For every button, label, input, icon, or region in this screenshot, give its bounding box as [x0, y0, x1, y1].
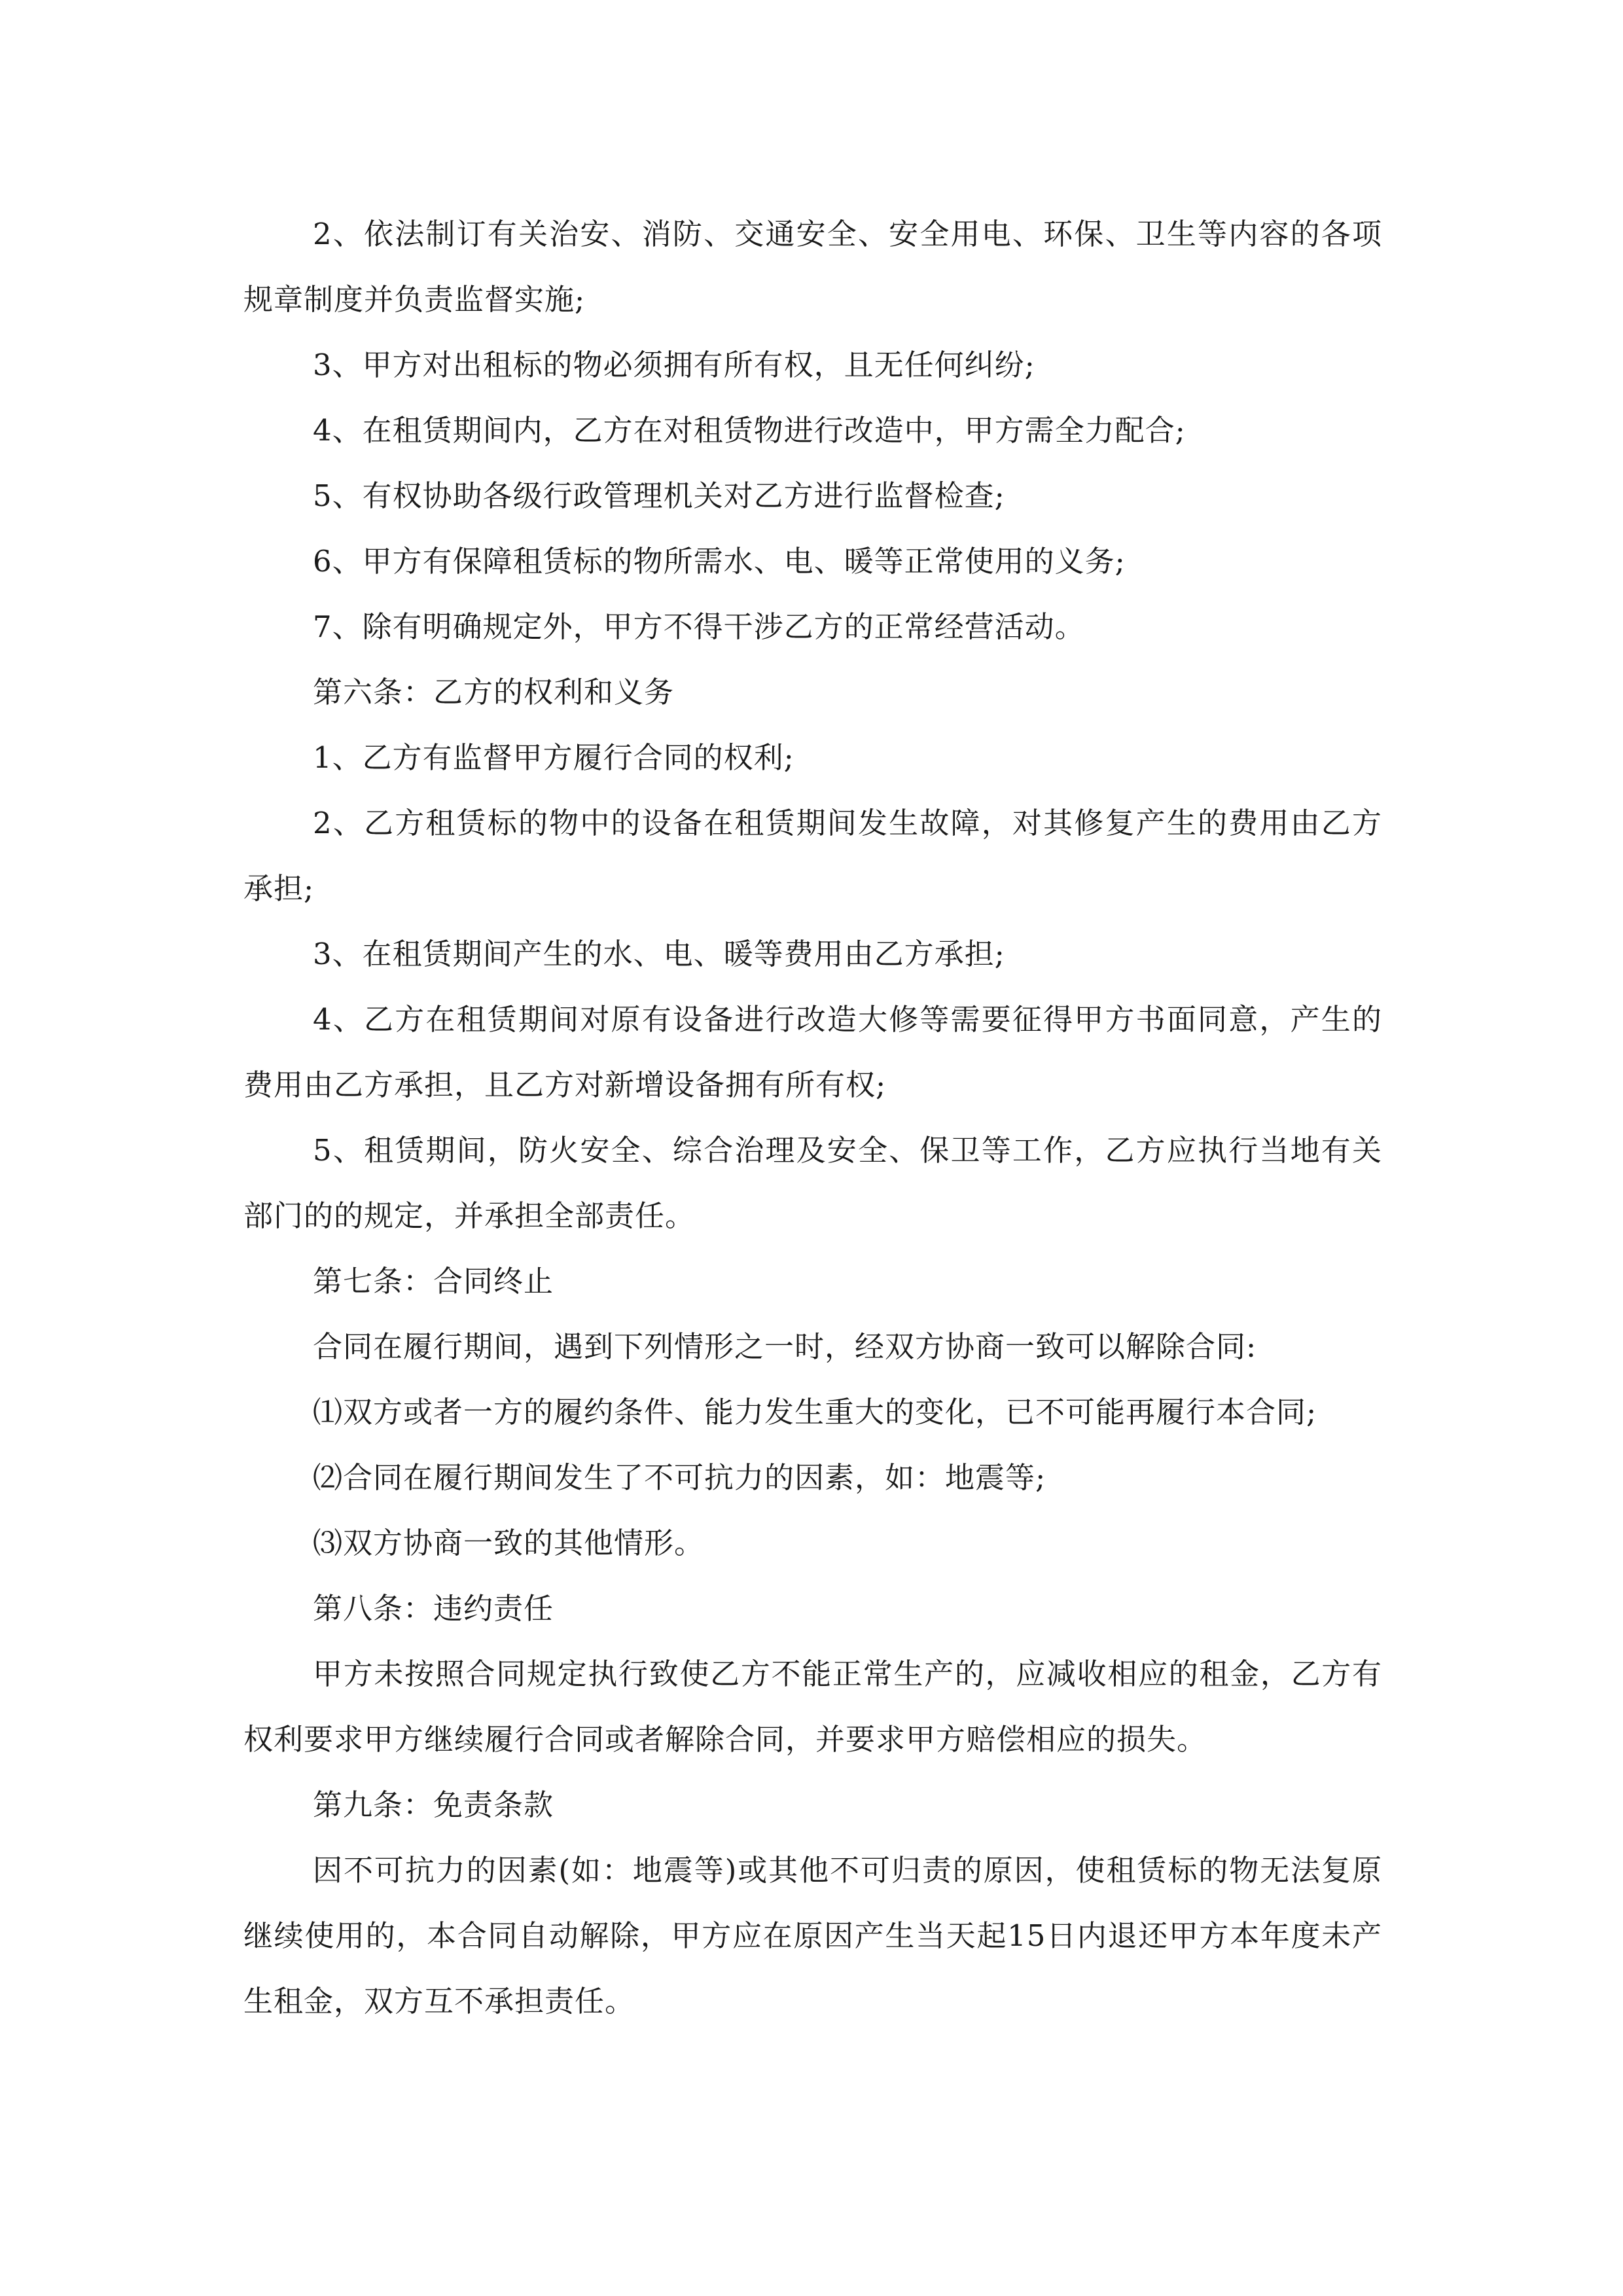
- clause-7-heading: 第七条：合同终止: [313, 1264, 554, 1299]
- document-body: [243, 202, 1382, 2034]
- clause-7-intro: 合同在履行期间，遇到下列情形之一时，经双方协商一致可以解除合同:: [313, 1329, 1257, 1364]
- clause-8-body: 甲方未按照合同规定执行致使乙方不能正常生产的，应减收相应的租金，乙方有权利要求甲方继续履行合同或者解除合同，并要求甲方赔偿相应的损失。: [243, 1657, 1382, 1757]
- clause-7-item-2: ⑵合同在履行期间发生了不可抗力的因素，如：地震等;: [313, 1460, 1046, 1495]
- clause-6-item-5: 5、租赁期间，防火安全、综合治理及安全、保卫等工作，乙方应执行当地有关部门的的规定，并承担全部责任。: [243, 1133, 1382, 1233]
- clause-9-heading: 第九条：免责条款: [313, 1787, 554, 1822]
- clause-6-item-3: 3、在租赁期间产生的水、电、暖等费用由乙方承担;: [313, 937, 1005, 971]
- clause-5-item-2: 2、依法制订有关治安、消防、交通安全、安全用电、环保、卫生等内容的各项规章制度并负责监督实施;: [243, 217, 1382, 317]
- clause-5-item-3: 3、甲方对出租标的物必须拥有所有权，且无任何纠纷;: [313, 348, 1035, 382]
- clause-5-item-6: 6、甲方有保障租赁标的物所需水、电、暖等正常使用的义务;: [313, 544, 1126, 579]
- clause-6-item-4: 4、乙方在租赁期间对原有设备进行改造大修等需要征得甲方书面同意，产生的费用由乙方承担，且乙方对新增设备拥有所有权;: [243, 1002, 1382, 1102]
- clause-8-heading: 第八条：违约责任: [313, 1591, 554, 1626]
- clause-9-body: 因不可抗力的因素(如：地震等)或其他不可归责的原因，使租赁标的物无法复原继续使用的，本合同自动解除，甲方应在原因产生当天起15日内退还甲方本年度未产生租金，双方互不承担责任。: [243, 1853, 1382, 2018]
- clause-6-item-1: 1、乙方有监督甲方履行合同的权利;: [313, 740, 794, 775]
- clause-5-item-4: 4、在租赁期间内，乙方在对租赁物进行改造中，甲方需全力配合;: [313, 413, 1186, 448]
- clause-6-heading: 第六条：乙方的权利和义务: [313, 675, 675, 709]
- clause-7-item-1: ⑴双方或者一方的履约条件、能力发生重大的变化，已不可能再履行本合同;: [313, 1395, 1317, 1429]
- clause-6-item-2: 2、乙方租赁标的物中的设备在租赁期间发生故障，对其修复产生的费用由乙方承担;: [243, 806, 1382, 906]
- clause-5-item-5: 5、有权协助各级行政管理机关对乙方进行监督检查;: [313, 478, 1005, 513]
- clause-7-item-3: ⑶双方协商一致的其他情形。: [313, 1526, 705, 1560]
- clause-5-item-7: 7、除有明确规定外，甲方不得干涉乙方的正常经营活动。: [313, 609, 1085, 644]
